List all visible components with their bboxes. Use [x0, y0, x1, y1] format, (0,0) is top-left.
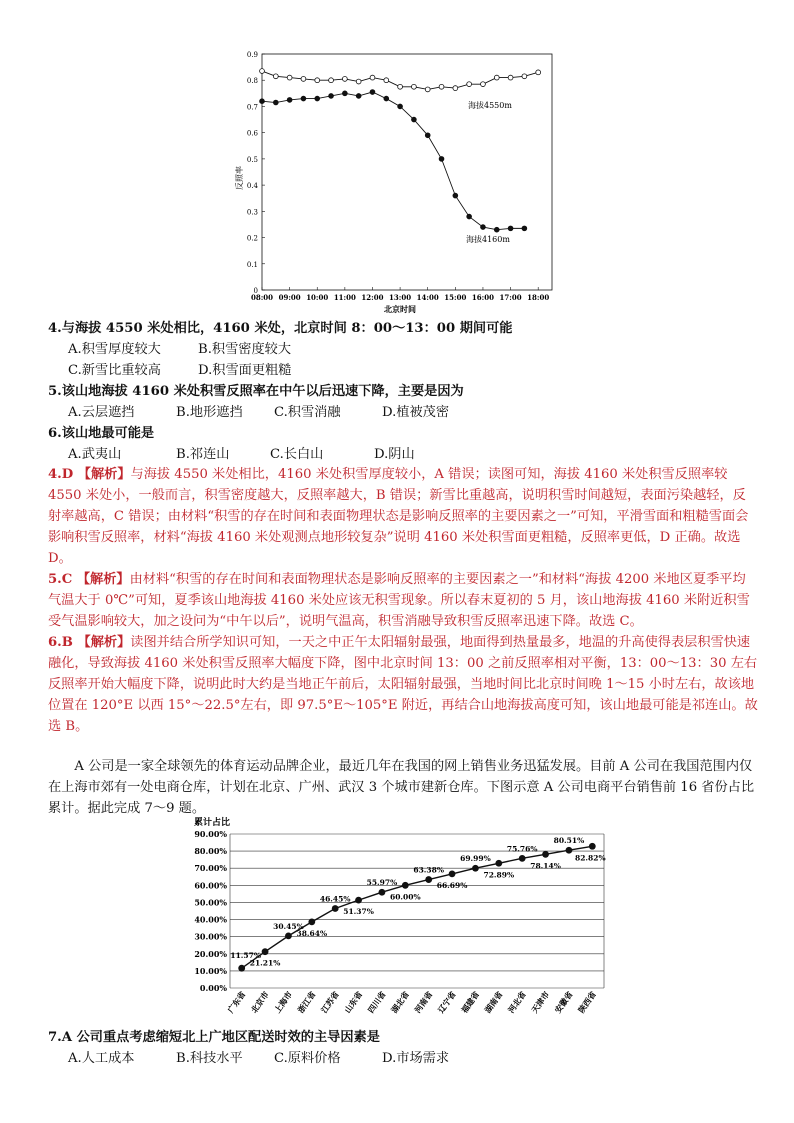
category-label: 上海市 [272, 989, 295, 1015]
data-point [481, 82, 486, 87]
answer-block [48, 464, 758, 737]
y-tick-label: 0.8 [246, 77, 258, 86]
passage-text: A 公司是一家全球领先的体育运动品牌企业，最近几年在我国的网上销售业务迅猛发展。目前 A 公司在我国范围内仅在上海市郊有一处电商仓库，计划在北京、广州、武汉 3 个城市建新仓库。下图示意 A 公司电商平台销售前 16 省份占比累计。据此完成 7～9 题。 [48, 759, 755, 816]
answer-4-body: 与海拔 4550 米处相比，4160 米处积雪厚度较小，A 错误；读图可知，海拔 4160 米处积雪反照率较 4550 米处小，一般而言，积雪密度越大，反照率越大，B 错误；新雪比重越高，说明积雪时间越短，表面污染越轻，反射率越高，C 错误；由材料“积雪的存在时间和表面物理状态是影响反照率的主要因素之一”可知，平滑雪面和粗糙雪面会影响积雪反照率，材料“海拔 4160 米处观测点地形较复杂”说明 4160 米处积雪面更粗糙，反照率更低，D 正确。故选 D。 [48, 467, 749, 566]
y-tick-label: 0.5 [246, 155, 258, 164]
answer-6-head: 6.B 【解析】 [48, 635, 131, 650]
category-label: 河北省 [505, 989, 528, 1015]
question-block-4-6 [48, 318, 758, 465]
data-point [467, 82, 472, 87]
q4-option-b: B.积雪密度较大 [198, 342, 292, 357]
q7-option-b: B.科技水平 [176, 1051, 243, 1066]
q4-option-d: D.积雪面更粗糙 [198, 363, 292, 378]
data-label: 55.97% [366, 878, 398, 888]
data-point [301, 77, 306, 82]
data-label: 51.37% [343, 907, 374, 917]
q6-option-d: D.阴山 [374, 447, 415, 462]
data-point [329, 94, 334, 99]
data-point [589, 843, 596, 850]
answer-5-body: 由材料“积雪的存在时间和表面物理状态是影响反照率的主要因素之一”和材料“海拔 4200 米地区夏季平均气温大于 0℃”可知，夏季该山地海拔 4160 米处应该无积雪现象。所以春末夏初的 5 月，该山地海拔 4160 米附近积雪受气温影响较大，加之设问为“中午以后”，说明气温高，积雪消融导致积雪反照率迅速下降。故选 C。 [48, 572, 750, 629]
x-tick-label: 17:00 [499, 293, 522, 302]
category-label: 山东省 [342, 989, 365, 1015]
data-point [287, 97, 292, 102]
q4-option-a: A.积雪厚度较大 [68, 342, 161, 357]
x-tick-label: 16:00 [471, 293, 494, 302]
data-point [384, 78, 389, 83]
data-label: 46.45% [319, 894, 351, 904]
x-tick-label: 09:00 [278, 293, 301, 302]
x-tick-label: 11:00 [333, 293, 356, 302]
cumulative-share-chart [192, 814, 612, 1032]
data-point [467, 214, 472, 219]
data-label: 72.89% [483, 870, 515, 880]
data-label: 78.14% [530, 861, 561, 871]
data-point [402, 882, 409, 889]
y-tick-label: 30.00% [194, 931, 227, 942]
q6-option-a: A.武夷山 [68, 447, 122, 462]
category-label: 广东省 [225, 989, 248, 1015]
data-point [453, 193, 458, 198]
y-tick-label: 80.00% [194, 846, 227, 857]
y-tick-label: 60.00% [194, 880, 227, 891]
category-label: 北京市 [248, 989, 271, 1015]
data-point [398, 84, 403, 89]
y-tick-label: 0.6 [246, 129, 258, 138]
x-tick-label: 08:00 [250, 293, 274, 302]
data-label: 60.00% [390, 892, 421, 902]
data-point [472, 865, 479, 872]
answer-5-head: 5.C 【解析】 [48, 572, 130, 587]
q5-option-d: D.植被茂密 [382, 405, 450, 420]
q7-stem: 7.A 公司重点考虑缩短北上广地区配送时效的主导因素是 [48, 1030, 380, 1045]
q5-option-c: C.积雪消融 [274, 405, 341, 420]
data-point [315, 78, 320, 83]
answer-4-head: 4.D 【解析】 [48, 467, 131, 482]
data-point [542, 851, 549, 858]
q7-option-c: C.原料价格 [274, 1051, 341, 1066]
q4-option-c: C.新雪比重较高 [68, 363, 161, 378]
data-point [285, 932, 292, 939]
data-label: 69.99% [460, 854, 491, 864]
y-tick-label: 0.4 [246, 182, 258, 191]
series-label-4550: 海拔4550m [468, 101, 512, 110]
data-point [536, 70, 541, 75]
data-point [370, 90, 375, 95]
category-label: 陕西省 [575, 989, 598, 1015]
data-label: 82.82% [575, 853, 606, 863]
answer-6-body: 读图并结合所学知识可知，一天之中正午太阳辐射最强，地面得到热量最多，地温的升高使得表层积雪快速融化，导致海拔 4160 米处积雪反照率大幅度下降，图中北京时间 13：00 之前反照率相对平衡，13：00～13：30 左右反照率开始大幅度下降，说明此时大约是当地正午前后，太阳辐射最强，当地时间比北京时间晚 1～15 小时左右，故该地位置在 120°E 以西 15°～22.5°左右，即 97.5°E～105°E 附近，再结合山地海拔高度可知，该山地最可能是祁连山。故选 B。 [48, 635, 758, 734]
data-point [494, 75, 499, 80]
category-label: 四川省 [365, 989, 388, 1015]
x-tick-label: 18:00 [527, 293, 550, 302]
answer-5 [48, 569, 758, 632]
data-point [425, 87, 430, 92]
data-point [495, 860, 502, 867]
category-label: 天津市 [529, 989, 552, 1015]
data-point [508, 75, 513, 80]
data-point [379, 889, 386, 896]
data-point [439, 156, 444, 161]
answer-6 [48, 632, 758, 737]
data-label: 11.57% [230, 951, 261, 961]
y-axis-label: 反照率 [235, 166, 244, 190]
y-tick-label: 0.00% [199, 983, 227, 993]
y-tick-label: 0.7 [246, 103, 258, 112]
q5-option-a: A.云层遮挡 [68, 405, 135, 420]
data-point [260, 99, 265, 104]
x-tick-label: 15:00 [444, 293, 467, 302]
question-block-7 [48, 1027, 758, 1069]
data-point [494, 227, 499, 232]
data-label: 63.38% [413, 865, 444, 875]
data-point [301, 96, 306, 101]
y-tick-label: 10.00% [194, 965, 227, 976]
y-tick-label: 20.00% [194, 948, 227, 959]
y-tick-label: 0.2 [246, 234, 258, 243]
data-point [412, 84, 417, 89]
category-label: 河南省 [412, 989, 435, 1015]
category-label: 湖南省 [482, 989, 505, 1015]
category-label: 浙江省 [295, 989, 318, 1015]
data-point [329, 78, 334, 83]
y-tick-label: 0.3 [246, 208, 258, 217]
data-label: 38.64% [296, 928, 328, 938]
data-point [273, 100, 278, 105]
data-point [522, 74, 527, 79]
answer-4 [48, 464, 758, 569]
data-point [481, 225, 486, 230]
data-point [355, 897, 362, 904]
y-tick-label: 0.9 [246, 51, 258, 59]
y-tick-label: 0 [253, 287, 258, 295]
data-point [522, 226, 527, 231]
series-label-4160: 海拔4160m [466, 235, 510, 244]
data-point [356, 94, 361, 99]
y-tick-label: 90.00% [194, 829, 227, 839]
series-line-1 [262, 92, 524, 230]
q6-option-c: C.长白山 [270, 447, 324, 462]
data-point [315, 96, 320, 101]
x-axis-label: 北京时间 [384, 304, 416, 314]
data-point [449, 870, 456, 877]
data-point [439, 84, 444, 89]
category-label: 江苏省 [318, 989, 341, 1015]
data-point [356, 79, 361, 84]
data-point [519, 855, 526, 862]
data-point [287, 75, 292, 80]
category-label: 福建省 [459, 989, 482, 1015]
data-label: 21.21% [249, 958, 281, 968]
x-tick-label: 12:00 [361, 293, 384, 302]
q6-option-b: B.祁连山 [176, 447, 230, 462]
category-label: 湖北省 [388, 989, 411, 1015]
data-point [260, 69, 265, 74]
data-point [342, 91, 347, 96]
data-point [332, 905, 339, 912]
data-label: 66.69% [436, 880, 468, 890]
data-point [453, 86, 458, 91]
y-tick-label: 50.00% [194, 897, 227, 908]
data-point [308, 918, 315, 925]
data-point [370, 75, 375, 80]
data-point [262, 948, 269, 955]
q5-stem: 5.该山地海拔 4160 米处积雪反照率在中午以后迅速下降，主要是因为 [48, 384, 464, 399]
q6-stem: 6.该山地最可能是 [48, 426, 155, 441]
data-label: 80.51% [553, 836, 585, 846]
data-point [238, 965, 245, 972]
q7-option-d: D.市场需求 [382, 1051, 450, 1066]
x-tick-label: 13:00 [389, 293, 412, 302]
y-tick-label: 70.00% [194, 863, 227, 874]
data-label: 30.45% [273, 921, 304, 931]
data-point [398, 104, 403, 109]
chart2-title: 累计占比 [194, 818, 231, 828]
data-label: 75.76% [506, 844, 538, 854]
data-point [412, 117, 417, 122]
data-point [384, 96, 389, 101]
q7-option-a: A.人工成本 [68, 1051, 135, 1066]
category-label: 安徽省 [552, 989, 575, 1015]
q5-option-b: B.地形遮挡 [176, 405, 243, 420]
data-point [566, 847, 573, 854]
x-tick-label: 14:00 [416, 293, 439, 302]
category-label: 辽宁省 [435, 989, 458, 1015]
data-point [425, 133, 430, 138]
data-point [508, 226, 513, 231]
y-tick-label: 0.1 [246, 260, 258, 269]
albedo-chart [232, 48, 562, 318]
data-point [273, 74, 278, 79]
x-tick-label: 10:00 [306, 293, 329, 302]
data-point [342, 77, 347, 82]
plot-frame [262, 54, 552, 290]
q4-stem: 4.与海拔 4550 米处相比，4160 米处，北京时间 8：00～13：00 期间可能 [48, 321, 513, 336]
data-point [425, 876, 432, 883]
y-tick-label: 40.00% [194, 914, 227, 925]
